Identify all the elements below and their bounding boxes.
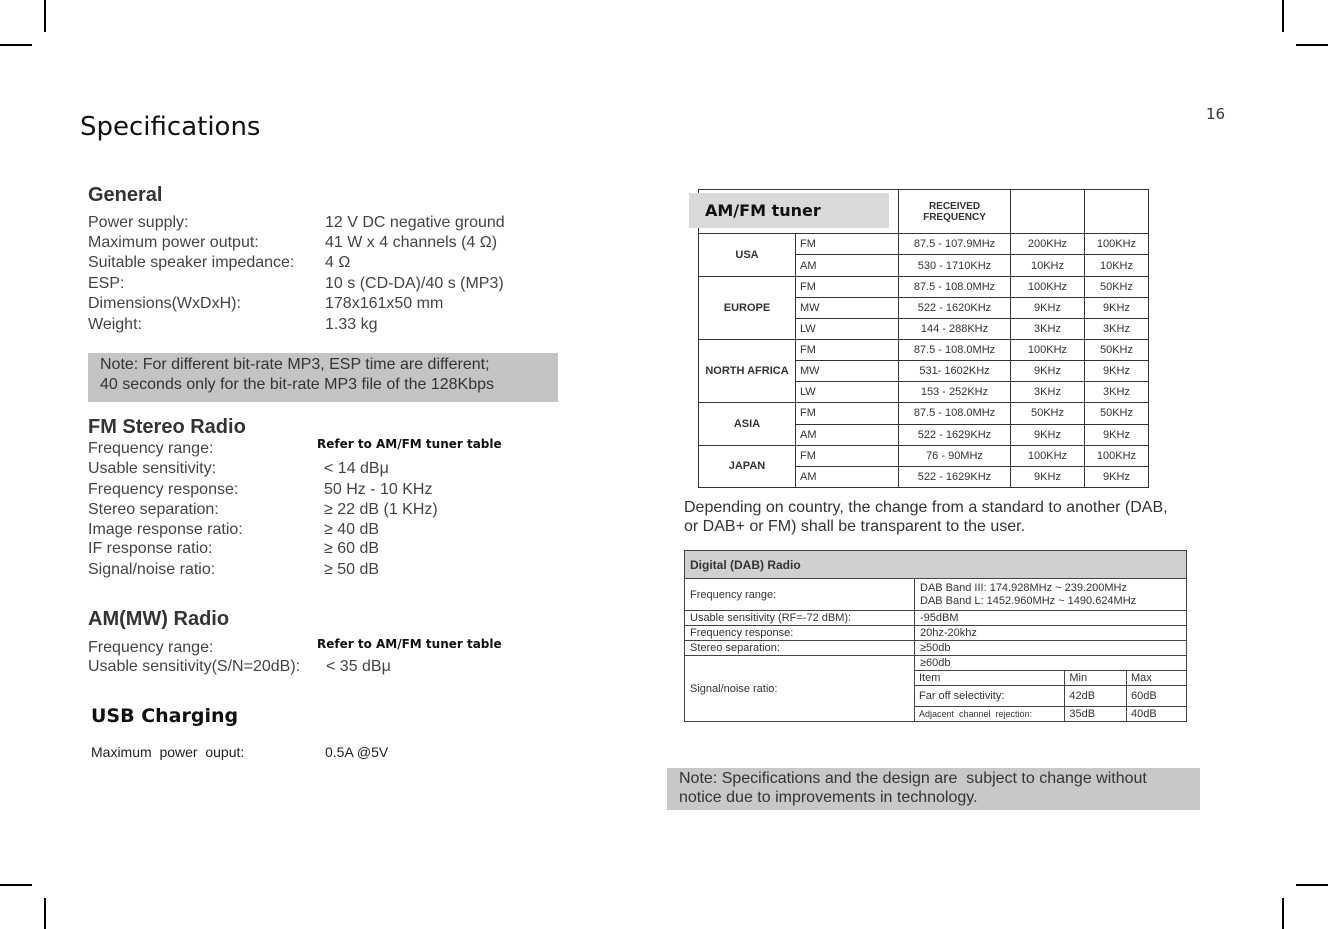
tuner-table-label: AM/FM tuner xyxy=(689,193,889,228)
dab-freq-band3: DAB Band III: 174.928MHz ~ 239.200MHz xyxy=(920,581,1127,594)
spec-label: Usable sensitivity(S/N=20dB): xyxy=(88,658,301,675)
spec-value: ≥ 22 dB (1 KHz) xyxy=(324,501,438,518)
table-row xyxy=(915,671,1186,686)
spec-value: 50 Hz - 10 KHz xyxy=(324,481,433,498)
spec-label: Frequency range: xyxy=(88,440,214,457)
spec-value: < 35 dBμ xyxy=(326,658,391,675)
table-row xyxy=(685,656,1187,722)
range-cell: 531- 1602KHz xyxy=(899,361,1011,382)
table-row xyxy=(699,445,1149,466)
tuner-table xyxy=(698,189,1149,488)
sel-head-item: Item xyxy=(915,671,1065,686)
dab-resp-value: 20hz-20khz xyxy=(915,626,1187,641)
band-cell: MW xyxy=(796,361,899,382)
step-cell: 100KHz xyxy=(1085,445,1149,466)
spec-label: Frequency range: xyxy=(88,639,214,656)
spec-label: Dimensions(WxDxH): xyxy=(88,295,241,312)
spec-value: ≥ 40 dB xyxy=(324,521,380,538)
fm-heading: FM Stereo Radio xyxy=(88,416,246,438)
step-cell: 100KHz xyxy=(1011,445,1085,466)
am-spec-list xyxy=(88,639,558,681)
spec-label: ESP: xyxy=(88,275,125,292)
step-cell: 3KHz xyxy=(1011,382,1085,403)
dab-snr-label: Signal/noise ratio: xyxy=(685,656,915,722)
spec-label: Frequency response: xyxy=(88,481,239,498)
table-row xyxy=(685,641,1187,656)
range-cell: 87.5 - 108.0MHz xyxy=(899,276,1011,297)
step-cell: 9KHz xyxy=(1085,297,1149,318)
step-cell: 200KHz xyxy=(1011,234,1085,255)
region-cell: JAPAN xyxy=(699,445,796,487)
dab-snr-value: ≥60db xyxy=(915,656,1186,671)
step-cell: 9KHz xyxy=(1011,361,1085,382)
sel-head-max: Max xyxy=(1126,671,1186,686)
dab-transition-line1: Depending on country, the change from a standard to another (DAB, xyxy=(684,499,1168,516)
sel-max: 60dB xyxy=(1126,686,1186,707)
spec-label: Power supply: xyxy=(88,214,189,231)
am-heading: AM(MW) Radio xyxy=(88,608,230,630)
spec-label: IF response ratio: xyxy=(88,540,213,557)
page-number: 16 xyxy=(1206,105,1226,123)
spec-value: 12 V DC negative ground xyxy=(325,214,505,231)
step-cell: 9KHz xyxy=(1011,466,1085,487)
step-cell: 3KHz xyxy=(1011,318,1085,339)
general-heading: General xyxy=(88,184,163,206)
fm-spec-list xyxy=(88,440,558,584)
spec-value: 41 W x 4 channels (4 Ω) xyxy=(325,234,498,251)
table-row xyxy=(685,611,1187,626)
step-cell: 50KHz xyxy=(1011,403,1085,424)
esp-note xyxy=(88,353,558,402)
table-row xyxy=(699,403,1149,424)
region-cell: ASIA xyxy=(699,403,796,445)
step-cell: 9KHz xyxy=(1085,424,1149,445)
spec-label: Suitable speaker impedance: xyxy=(88,254,295,271)
spec-label: Stereo separation: xyxy=(88,501,219,518)
step-cell: 3KHz xyxy=(1085,382,1149,403)
dab-sens-value: -95dBM xyxy=(915,611,1187,626)
step-cell: 50KHz xyxy=(1085,340,1149,361)
band-cell: FM xyxy=(796,445,899,466)
step-cell: 50KHz xyxy=(1085,403,1149,424)
spec-label: Image response ratio: xyxy=(88,521,243,538)
usb-value: 0.5A @5V xyxy=(325,744,389,760)
sel-max: 40dB xyxy=(1126,707,1186,722)
final-note-line1: Note: Specifications and the design are subject to change without xyxy=(679,770,1147,787)
band-cell: MW xyxy=(796,297,899,318)
spec-value: 178x161x50 mm xyxy=(325,295,444,312)
crop-mark xyxy=(44,898,46,929)
step-cell: 9KHz xyxy=(1085,361,1149,382)
band-cell: FM xyxy=(796,234,899,255)
dab-freq-label: Frequency range: xyxy=(685,579,915,611)
step-cell: 3KHz xyxy=(1085,318,1149,339)
tuner-header-freq: RECEIVED FREQUENCY xyxy=(899,190,1011,234)
band-cell: LW xyxy=(796,382,899,403)
range-cell: 522 - 1629KHz xyxy=(899,466,1011,487)
range-cell: 522 - 1629KHz xyxy=(899,424,1011,445)
band-cell: AM xyxy=(796,255,899,276)
band-cell: FM xyxy=(796,403,899,424)
crop-mark xyxy=(0,884,32,886)
usb-label: Maximum power ouput: xyxy=(91,744,245,760)
dab-freq-bandl: DAB Band L: 1452.960MHz ~ 1490.624MHz xyxy=(920,594,1137,607)
range-cell: 87.5 - 107.9MHz xyxy=(899,234,1011,255)
range-cell: 76 - 90MHz xyxy=(899,445,1011,466)
table-row xyxy=(685,579,1187,611)
dab-sens-label: Usable sensitivity (RF=-72 dBM): xyxy=(685,611,915,626)
step-cell: 10KHz xyxy=(1011,255,1085,276)
spec-value: ≥ 50 dB xyxy=(324,561,380,578)
range-cell: 144 - 288KHz xyxy=(899,318,1011,339)
dab-transition-line2: or DAB+ or FM) shall be transparent to the user. xyxy=(684,518,1026,535)
general-spec-list xyxy=(88,214,558,338)
tuner-header-step-b xyxy=(1085,190,1149,234)
dab-freq-values xyxy=(915,579,1187,611)
step-cell: 100KHz xyxy=(1011,340,1085,361)
sel-min: 35dB xyxy=(1065,707,1127,722)
page-title: Specifications xyxy=(80,112,261,142)
step-cell: 10KHz xyxy=(1085,255,1149,276)
spec-label: Maximum power output: xyxy=(88,234,259,251)
final-note-line2: notice due to improvements in technology. xyxy=(679,789,978,806)
band-cell: AM xyxy=(796,424,899,445)
spec-label: Signal/noise ratio: xyxy=(88,561,216,578)
table-row xyxy=(699,340,1149,361)
range-cell: 522 - 1620KHz xyxy=(899,297,1011,318)
range-cell: 87.5 - 108.0MHz xyxy=(899,403,1011,424)
dab-sep-label: Stereo separation: xyxy=(685,641,915,656)
table-row xyxy=(915,686,1186,707)
usb-heading: USB Charging xyxy=(91,705,239,727)
sel-head-min: Min xyxy=(1065,671,1127,686)
spec-value: ≥ 60 dB xyxy=(324,540,380,557)
crop-mark xyxy=(0,44,32,46)
am-refer-note: Refer to AM/FM tuner table xyxy=(317,637,502,651)
table-row xyxy=(915,707,1186,722)
crop-mark xyxy=(1282,898,1284,929)
esp-note-line2: 40 seconds only for the bit-rate MP3 file of the 128Kbps xyxy=(100,376,495,393)
table-row xyxy=(699,234,1149,255)
band-cell: FM xyxy=(796,276,899,297)
crop-mark xyxy=(1282,0,1284,32)
region-cell: NORTH AFRICA xyxy=(699,340,796,403)
sel-item: Adjacent channel rejection: xyxy=(915,707,1065,722)
region-cell: EUROPE xyxy=(699,276,796,339)
dab-table xyxy=(684,550,1187,722)
crop-mark xyxy=(44,0,46,32)
range-cell: 87.5 - 108.0MHz xyxy=(899,340,1011,361)
spec-label: Weight: xyxy=(88,316,142,333)
spec-value: 1.33 kg xyxy=(325,316,378,333)
dab-transition-note xyxy=(684,498,1168,536)
tuner-header-step-a xyxy=(1011,190,1085,234)
band-cell: AM xyxy=(796,466,899,487)
spec-value: 10 s (CD-DA)/40 s (MP3) xyxy=(325,275,504,292)
spec-value: 4 Ω xyxy=(325,254,351,271)
step-cell: 9KHz xyxy=(1085,466,1149,487)
step-cell: 50KHz xyxy=(1085,276,1149,297)
dab-heading: Digital (DAB) Radio xyxy=(685,551,1187,579)
spec-label: Usable sensitivity: xyxy=(88,460,217,477)
final-note xyxy=(667,768,1200,810)
step-cell: 100KHz xyxy=(1011,276,1085,297)
dab-sep-value: ≥50db xyxy=(915,641,1187,656)
sel-min: 42dB xyxy=(1065,686,1127,707)
step-cell: 9KHz xyxy=(1011,297,1085,318)
range-cell: 153 - 252KHz xyxy=(899,382,1011,403)
sel-item: Far off selectivity: xyxy=(915,686,1065,707)
dab-snr-cell xyxy=(915,656,1187,722)
table-row xyxy=(685,626,1187,641)
band-cell: FM xyxy=(796,340,899,361)
spec-value: < 14 dBμ xyxy=(324,460,389,477)
step-cell: 100KHz xyxy=(1085,234,1149,255)
range-cell: 530 - 1710KHz xyxy=(899,255,1011,276)
table-row xyxy=(699,276,1149,297)
fm-refer-note: Refer to AM/FM tuner table xyxy=(317,437,502,451)
dab-resp-label: Frequency response: xyxy=(685,626,915,641)
dab-selectivity-table xyxy=(915,671,1186,721)
crop-mark xyxy=(1296,884,1328,886)
esp-note-line1: Note: For different bit-rate MP3, ESP time are different; xyxy=(100,356,490,373)
band-cell: LW xyxy=(796,318,899,339)
region-cell: USA xyxy=(699,234,796,276)
step-cell: 9KHz xyxy=(1011,424,1085,445)
crop-mark xyxy=(1296,44,1328,46)
